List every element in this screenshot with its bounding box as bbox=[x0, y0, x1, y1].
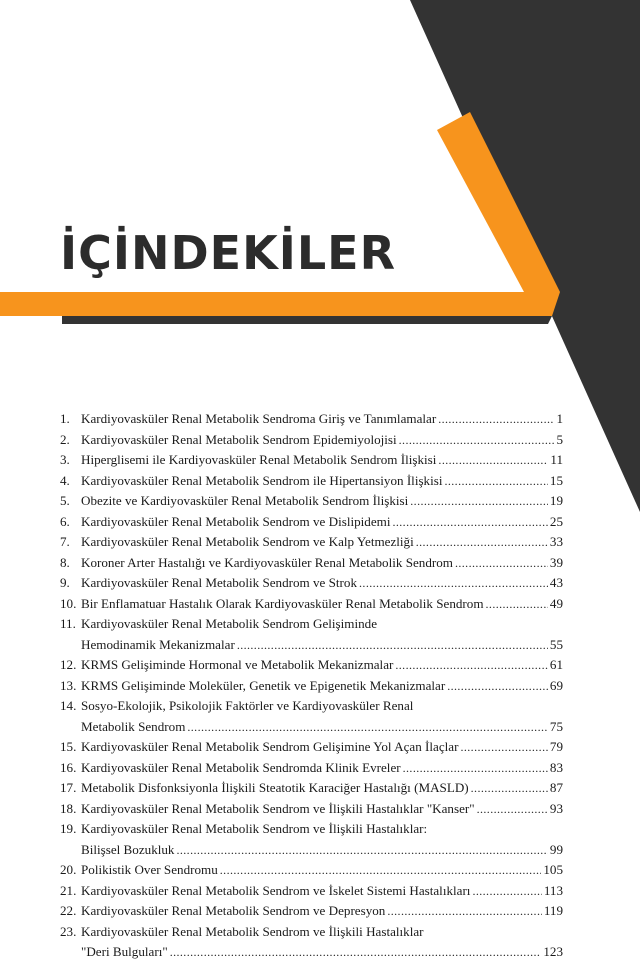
toc-entry-number: 9. bbox=[60, 575, 70, 590]
dark-horizontal-band bbox=[62, 316, 552, 324]
dot-leader bbox=[416, 532, 548, 553]
dot-leader bbox=[403, 758, 548, 779]
toc-entry-line bbox=[60, 635, 563, 656]
toc-page-number: 1 bbox=[556, 411, 563, 426]
toc-entry-number: 16. bbox=[60, 759, 77, 775]
toc-entry-title: Kardiyovasküler Renal Metabolik Sendrom ve İlişkili Hastalıklar: bbox=[81, 821, 428, 836]
toc-entry[interactable] bbox=[60, 614, 563, 655]
toc-entry-number: 7. bbox=[60, 534, 70, 549]
toc-entry-line bbox=[60, 840, 563, 861]
toc-entry-line bbox=[60, 594, 563, 615]
dot-leader bbox=[176, 840, 547, 861]
toc-page-number: 19 bbox=[549, 493, 563, 508]
toc-entry-line bbox=[60, 778, 563, 799]
toc-entry-line bbox=[60, 881, 563, 902]
toc-entry-number: 19. bbox=[60, 821, 77, 836]
dot-leader bbox=[486, 594, 548, 615]
toc-entry-title: Kardiyovasküler Renal Metabolik Sendrom Gelişimine Yol Açan İlaçlar bbox=[81, 739, 459, 754]
toc-entry-line bbox=[60, 450, 563, 471]
dot-leader bbox=[455, 553, 548, 574]
toc-entry-number: 21. bbox=[60, 882, 77, 898]
toc-entry-title: Kardiyovasküler Renal Metabolik Sendrom ve Kalp Yetmezliği bbox=[81, 534, 414, 549]
toc-entry-title: Kardiyovasküler Renal Metabolik Sendrom Epidemiyolojisi bbox=[81, 431, 397, 447]
toc-entry-number: 17. bbox=[60, 780, 77, 795]
dot-leader bbox=[220, 860, 542, 881]
toc-entry-number: 5. bbox=[60, 493, 70, 508]
toc-page-number: 15 bbox=[549, 472, 563, 488]
toc-entry-number: 4. bbox=[60, 472, 70, 488]
toc-entry-title: Hemodinamik Mekanizmalar bbox=[81, 636, 235, 652]
toc-entry-number: 23. bbox=[60, 923, 77, 939]
toc-entry-title: Kardiyovasküler Renal Metabolik Sendrom ve Strok bbox=[81, 575, 358, 590]
toc-entry-title: Bilişsel Bozukluk bbox=[81, 841, 175, 857]
toc-page-number: 43 bbox=[549, 575, 563, 590]
toc-page-number: 119 bbox=[543, 903, 563, 918]
toc-entry-number: 20. bbox=[60, 862, 77, 877]
dot-leader bbox=[170, 942, 542, 963]
toc-entry-line bbox=[60, 471, 563, 492]
dot-leader bbox=[438, 409, 554, 430]
toc-entry[interactable] bbox=[60, 573, 563, 594]
toc-entry-line bbox=[60, 717, 563, 738]
dot-leader bbox=[387, 901, 541, 922]
dot-leader bbox=[477, 799, 548, 820]
toc-entry-title: Koroner Arter Hastalığı ve Kardiyovasküler Renal Metabolik Sendrom bbox=[81, 554, 453, 570]
toc-entry[interactable] bbox=[60, 922, 563, 963]
toc-entry[interactable] bbox=[60, 594, 563, 615]
toc-entry[interactable] bbox=[60, 553, 563, 574]
toc-page-number: 5 bbox=[556, 431, 563, 447]
toc-entry[interactable] bbox=[60, 512, 563, 533]
toc-page-number: 75 bbox=[549, 718, 563, 734]
toc-entry-line bbox=[60, 512, 563, 533]
toc-entry-title: Kardiyovasküler Renal Metabolik Sendrom ve Dislipidemi bbox=[81, 513, 391, 529]
toc-entry[interactable] bbox=[60, 737, 563, 758]
toc-page-number: 25 bbox=[549, 513, 563, 529]
toc-entry-number: 13. bbox=[60, 677, 77, 693]
toc-entry-line bbox=[60, 922, 563, 943]
dot-leader bbox=[460, 737, 547, 758]
toc-entry[interactable] bbox=[60, 676, 563, 697]
toc-entry-line bbox=[60, 737, 563, 758]
toc-page-number: 105 bbox=[543, 862, 563, 877]
toc-entry-number: 2. bbox=[60, 431, 70, 447]
toc-entry-line bbox=[60, 430, 563, 451]
table-of-contents bbox=[60, 409, 563, 963]
toc-entry[interactable] bbox=[60, 901, 563, 922]
toc-page-number: 39 bbox=[549, 554, 563, 570]
toc-entry-line bbox=[60, 573, 563, 594]
toc-entry[interactable] bbox=[60, 881, 563, 902]
toc-entry-title: Metabolik Sendrom bbox=[81, 718, 186, 734]
toc-entry-number: 11. bbox=[60, 616, 76, 631]
toc-entry-number: 12. bbox=[60, 657, 77, 672]
toc-page-number: 49 bbox=[549, 595, 563, 611]
toc-entry-title: Bir Enflamatuar Hastalık Olarak Kardiyovasküler Renal Metabolik Sendrom bbox=[81, 595, 484, 611]
toc-entry-title: Kardiyovasküler Renal Metabolik Sendromda Klinik Evreler bbox=[81, 759, 401, 775]
toc-entry[interactable] bbox=[60, 758, 563, 779]
toc-entry[interactable] bbox=[60, 819, 563, 860]
toc-entry[interactable] bbox=[60, 471, 563, 492]
toc-entry-title: Kardiyovasküler Renal Metabolik Sendrom ve İlişkili Hastalıklar bbox=[81, 923, 424, 939]
toc-entry-title: Obezite ve Kardiyovasküler Renal Metabolik Sendrom İlişkisi bbox=[81, 493, 409, 508]
toc-page-number: 33 bbox=[549, 534, 563, 549]
toc-entry-title: KRMS Gelişiminde Hormonal ve Metabolik Mekanizmalar bbox=[81, 657, 394, 672]
toc-entry[interactable] bbox=[60, 778, 563, 799]
toc-entry-line bbox=[60, 696, 563, 717]
toc-entry-number: 1. bbox=[60, 411, 70, 426]
toc-page-number: 87 bbox=[549, 780, 563, 795]
toc-entry-line bbox=[60, 491, 563, 512]
toc-entry-line bbox=[60, 676, 563, 697]
toc-page-number: 79 bbox=[549, 739, 563, 754]
toc-entry-line bbox=[60, 819, 563, 840]
toc-entry-number: 14. bbox=[60, 698, 77, 713]
dot-leader bbox=[359, 573, 548, 594]
toc-entry-title: KRMS Gelişiminde Moleküler, Genetik ve Epigenetik Mekanizmalar bbox=[81, 677, 446, 693]
toc-entry-line bbox=[60, 942, 563, 963]
toc-entry-line bbox=[60, 901, 563, 922]
toc-entry-title: Kardiyovasküler Renal Metabolik Sendrom ve İlişkili Hastalıklar "Kanser" bbox=[81, 800, 475, 816]
dot-leader bbox=[392, 512, 547, 533]
dot-leader bbox=[471, 778, 548, 799]
toc-entry-number: 22. bbox=[60, 903, 77, 918]
toc-page-number: 11 bbox=[550, 452, 563, 467]
toc-entry-title: Polikistik Over Sendromu bbox=[81, 862, 218, 877]
toc-page-number: 99 bbox=[549, 841, 563, 857]
dot-leader bbox=[187, 717, 548, 738]
toc-entry-number: 8. bbox=[60, 554, 70, 570]
toc-entry-title: Kardiyovasküler Renal Metabolik Sendrom Gelişiminde bbox=[81, 616, 378, 631]
toc-entry-title: Hiperglisemi ile Kardiyovasküler Renal Metabolik Sendrom İlişkisi bbox=[81, 452, 437, 467]
toc-entry[interactable] bbox=[60, 491, 563, 512]
toc-entry[interactable] bbox=[60, 532, 563, 553]
dot-leader bbox=[438, 450, 548, 471]
toc-entry-number: 15. bbox=[60, 739, 77, 754]
orange-horizontal-band bbox=[0, 292, 560, 316]
toc-entry[interactable] bbox=[60, 860, 563, 881]
dot-leader bbox=[410, 491, 548, 512]
page-title: İÇİNDEKİLER bbox=[60, 226, 397, 280]
toc-entry[interactable] bbox=[60, 450, 563, 471]
toc-page-number: 61 bbox=[549, 657, 563, 672]
toc-entry-title: "Deri Bulguları" bbox=[81, 944, 168, 959]
toc-entry-line bbox=[60, 614, 563, 635]
toc-entry-number: 18. bbox=[60, 800, 77, 816]
toc-entry-number: 3. bbox=[60, 452, 70, 467]
dot-leader bbox=[399, 430, 555, 451]
toc-entry-title: Kardiyovasküler Renal Metabolik Sendrom ve Depresyon bbox=[81, 903, 386, 918]
toc-entry-title: Kardiyovasküler Renal Metabolik Sendrom ve İskelet Sistemi Hastalıkları bbox=[81, 882, 471, 898]
toc-entry[interactable] bbox=[60, 430, 563, 451]
toc-entry-number: 6. bbox=[60, 513, 70, 529]
dot-leader bbox=[447, 676, 548, 697]
toc-page-number: 55 bbox=[549, 636, 563, 652]
toc-entry-line bbox=[60, 799, 563, 820]
toc-entry-line bbox=[60, 532, 563, 553]
toc-entry[interactable] bbox=[60, 799, 563, 820]
toc-entry-line bbox=[60, 655, 563, 676]
toc-page-number: 123 bbox=[543, 944, 563, 959]
toc-entry-number: 10. bbox=[60, 595, 77, 611]
toc-entry[interactable] bbox=[60, 696, 563, 737]
toc-page-number: 93 bbox=[549, 800, 563, 816]
toc-entry[interactable] bbox=[60, 655, 563, 676]
dot-leader bbox=[444, 471, 547, 492]
toc-page-number: 113 bbox=[543, 882, 563, 898]
toc-entry-title: Sosyo-Ekolojik, Psikolojik Faktörler ve Kardiyovasküler Renal bbox=[81, 698, 414, 713]
toc-entry-line bbox=[60, 758, 563, 779]
toc-page-number: 69 bbox=[549, 677, 563, 693]
toc-entry-title: Metabolik Disfonksiyonla İlişkili Steatotik Karaciğer Hastalığı (MASLD) bbox=[81, 780, 469, 795]
toc-entry[interactable] bbox=[60, 409, 563, 430]
dot-leader bbox=[237, 635, 548, 656]
toc-page-number: 83 bbox=[549, 759, 563, 775]
toc-entry-line bbox=[60, 860, 563, 881]
toc-entry-title: Kardiyovasküler Renal Metabolik Sendroma Giriş ve Tanımlamalar bbox=[81, 411, 437, 426]
toc-entry-title: Kardiyovasküler Renal Metabolik Sendrom ile Hipertansiyon İlişkisi bbox=[81, 472, 443, 488]
dot-leader bbox=[395, 655, 548, 676]
dot-leader bbox=[472, 881, 541, 902]
toc-entry-line bbox=[60, 409, 563, 430]
toc-entry-line bbox=[60, 553, 563, 574]
